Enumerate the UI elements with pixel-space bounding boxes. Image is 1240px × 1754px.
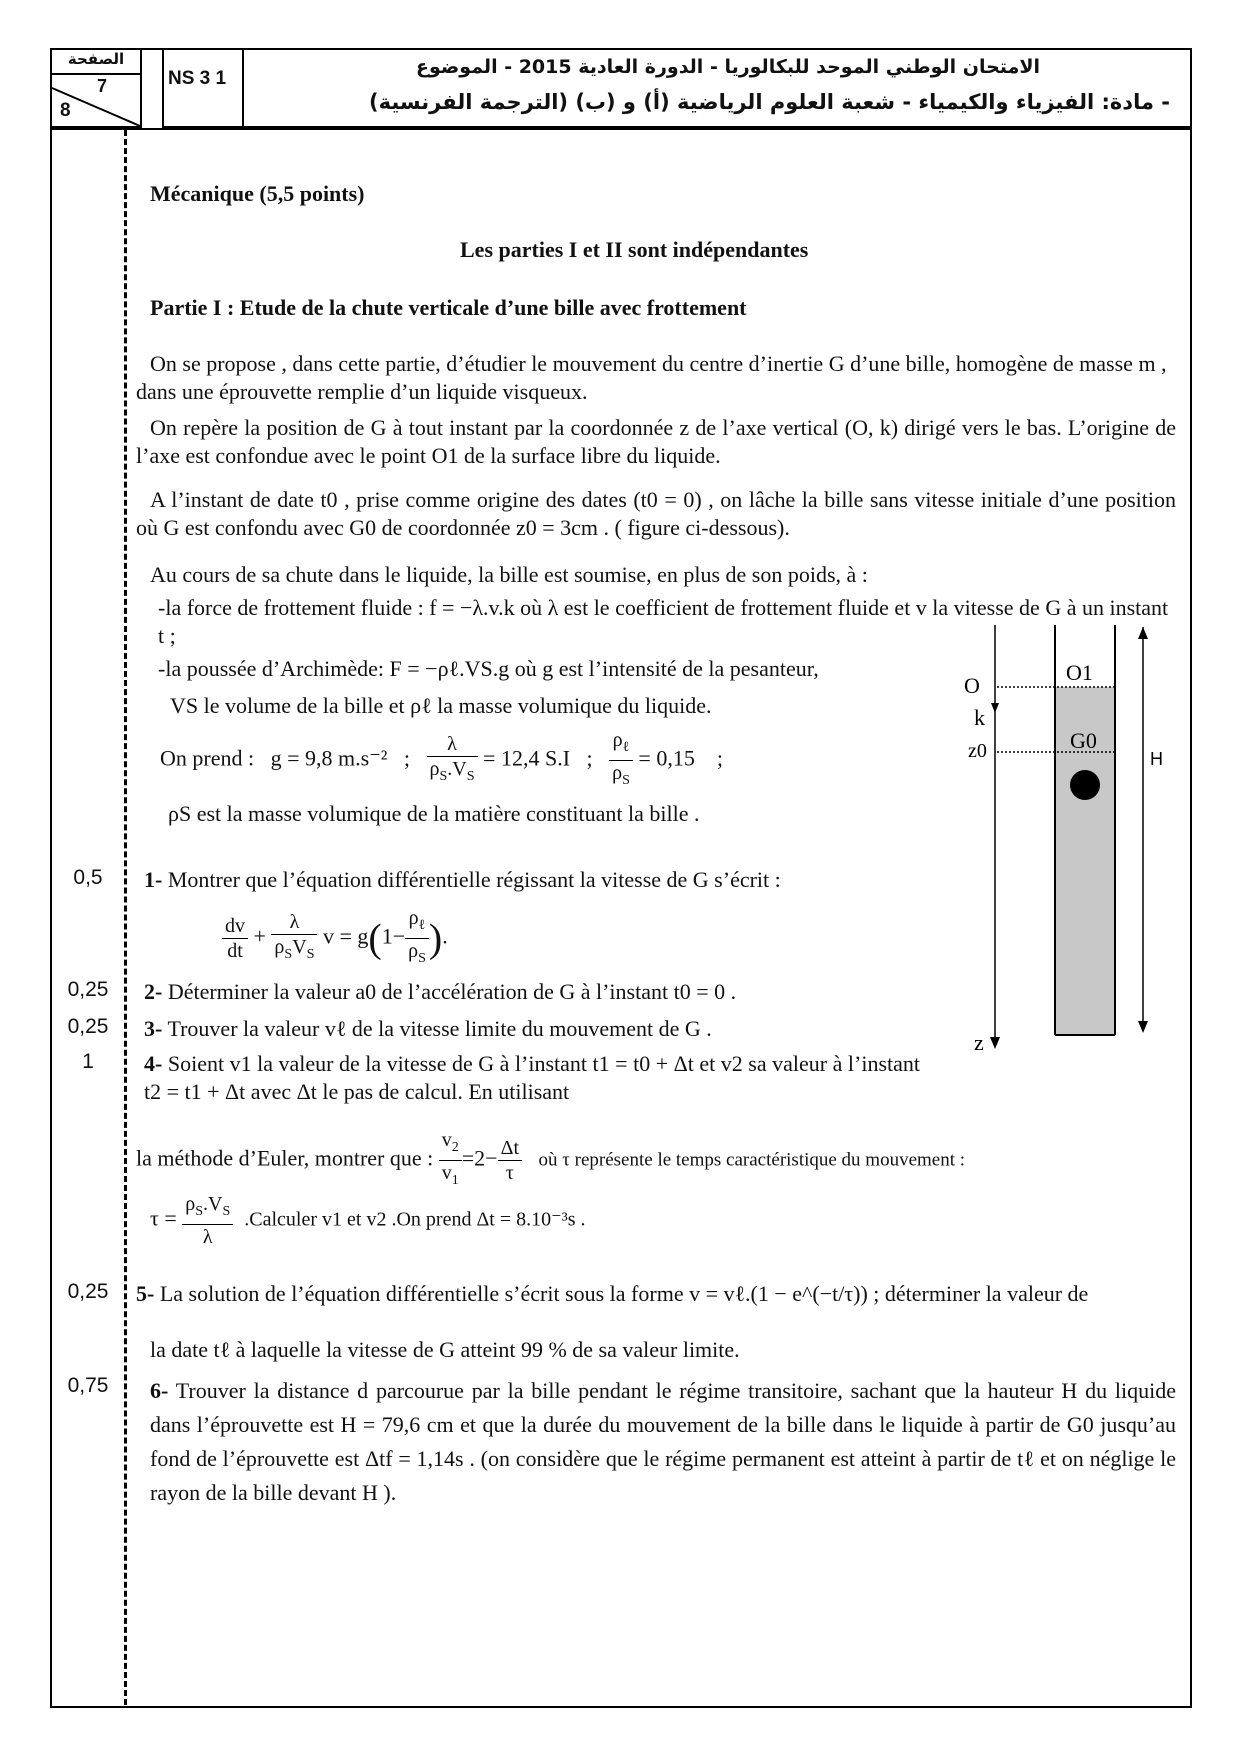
lambda-ratio-value: = 12,4 S.I	[483, 745, 571, 771]
points-q6: 0,75	[67, 1374, 109, 1397]
q4-tau-text: où τ représente le temps caractéristique du mouvement :	[538, 1149, 966, 1171]
label-z0: z0	[968, 740, 987, 762]
intro-paragraph-3	[136, 486, 1176, 542]
q4-euler-line: la méthode d’Euler, montrer que : $\frac{v_2}{v_1}$ =2− $\frac{\Delta t}{\tau}$ où τ représente le temps caractéristique du mouvement :	[136, 1129, 966, 1188]
q3-number: 3-	[144, 1016, 163, 1041]
figure-test-tube	[950, 625, 1190, 1065]
q3-text: Trouver la valeur vℓ de la vitesse limite du mouvement de G .	[167, 1016, 712, 1041]
q5-text: La solution de l’équation différentielle s’écrit sous la forme v = vℓ.(1 − e^(−t/τ)) ; déterminer la valeur de	[159, 1281, 1089, 1306]
intro-paragraph-1	[136, 350, 1176, 406]
q4-calc-text: .Calculer v1 et v2 .On prend Δt = 8.10⁻³s .	[244, 1208, 586, 1231]
points-q1: 0,5	[73, 866, 103, 889]
points-q3: 0,25	[67, 1015, 109, 1038]
exam-code: NS 3 1	[168, 68, 227, 89]
friction-force-text: -la force de frottement fluide : f = −λ.v.k où λ est le coefficient de frottement fluide et v la vitesse de G à un instant t ;	[158, 595, 1169, 648]
q5-number: 5-	[136, 1281, 155, 1306]
label-O1: O1	[1066, 660, 1093, 685]
exam-title-line1: الامتحان الوطني الموحد للبكالوريا - الدورة العادية 2015 - الموضوع	[416, 56, 1040, 78]
h-arrow-top	[1138, 627, 1148, 639]
intro-p1-text: On se propose , dans cette partie, d’étudier le mouvement du centre d’inertie G d’une bille, homogène de masse m , dans une éprouvette remplie d’un liquide visqueux.	[136, 351, 1167, 404]
g-value: g = 9,8 m.s⁻²	[270, 745, 388, 771]
q1-number: 1-	[144, 867, 163, 892]
q4-euler-text: la méthode d’Euler, montrer que :	[136, 1145, 434, 1171]
page-current: 7	[97, 76, 108, 96]
z-axis-arrowhead	[990, 1037, 1000, 1049]
k-arrowhead	[991, 703, 999, 713]
lambda-fraction: $\frac{\lambda}{\rho_S.V_S}$	[427, 732, 478, 789]
question-2	[144, 978, 736, 1006]
independence-note: Les parties I et II sont indépendantes	[460, 237, 809, 262]
archimedes-item-line1: -la poussée d’Archimède: F = −ρℓ.VS.g où g est l’intensité de la pesanteur,	[158, 656, 819, 681]
exam-code-box	[162, 48, 244, 128]
question-5	[136, 1280, 1088, 1308]
exam-title-box	[242, 48, 1192, 128]
points-q4: 1	[82, 1050, 94, 1073]
on-prend-label: On prend :	[160, 745, 255, 771]
part1-title: Partie I : Etude de la chute verticale d’une bille avec frottement	[150, 295, 747, 320]
q4-text: Soient v1 la valeur de la vitesse de G à l’instant t1 = t0 + Δt et v2 sa valeur à l’instant t2 = t1 + Δt avec Δt le pas de calcul. En utilisant	[144, 1051, 920, 1104]
section-title: Mécanique (5,5 points)	[150, 181, 365, 206]
q6-text: Trouver la distance d parcourue par la bille pendant le régime transitoire, sachant que la hauteur H du liquide dans l’éprouvette est H = 79,6 cm et que la durée du mouvement de la bille dans le liquide à partir de G0 jusqu’au fond de l’éprouvette est Δtf = 1,14s . (on considère que le régime permanent est atteint à partir de tℓ et on néglige le rayon de la bille devant H ).	[150, 1378, 1176, 1505]
points-q2: 0,25	[67, 978, 109, 1001]
page-number-box	[50, 48, 142, 128]
margin-dashed-line	[124, 130, 127, 1705]
label-k: k	[974, 705, 985, 730]
intro-p2-text: On repère la position de G à tout instant par la coordonnée z de l’axe vertical (O, k) dirigé vers le bas. L’origine de l’axe est confondue avec le point O1 de la surface libre du liquide.	[136, 415, 1176, 468]
h-arrow-bottom	[1138, 1021, 1148, 1033]
question-6	[150, 1374, 1176, 1510]
rho-fraction: $\frac{\rho_\ell}{\rho_S}$	[609, 728, 633, 793]
q4-number: 4-	[144, 1051, 163, 1076]
rho-ratio-value: = 0,15	[638, 745, 695, 771]
q2-number: 2-	[144, 979, 163, 1004]
q1-equation: $\frac{dv}{dt}$ + $\frac{\lambda}{\rho_SV_S}$ v = g(1− $\frac{\rho_\ell}{\rho_S}$ ).	[222, 906, 448, 970]
archimedes-item-line2: VS le volume de la bille et ρℓ la masse volumique du liquide.	[170, 693, 712, 718]
rho-s-definition: ρS est la masse volumique de la matière constituant la bille .	[168, 801, 700, 826]
constants-line: On prend : g = 9,8 m.s⁻² ; $\frac{\lambda}{\rho_S.V_S}$ = 12,4 S.I ; $\frac{\rho_\ell}{\rho_S}$ = 0,15 ;	[160, 728, 723, 792]
label-O: O	[964, 673, 980, 698]
label-z: z	[974, 1030, 984, 1055]
q1-text: Montrer que l’équation différentielle régissant la vitesse de G s’écrit :	[167, 867, 781, 892]
intro-p3-text: A l’instant de date t0 , prise comme origine des dates (t0 = 0) , on lâche la bille sans vitesse initiale d’une position où G est confondu avec G0 de coordonnée z0 = 3cm . ( figure ci-dessous).	[136, 487, 1176, 540]
question-3	[144, 1015, 712, 1043]
q5-line2: la date tℓ à laquelle la vitesse de G atteint 99 % de sa valeur limite.	[150, 1337, 740, 1362]
intro-paragraph-4: Au cours de sa chute dans le liquide, la bille est soumise, en plus de son poids, à :	[150, 562, 868, 587]
label-H: H	[1150, 749, 1163, 769]
ball	[1070, 770, 1100, 800]
question-4	[144, 1050, 920, 1106]
question-1	[144, 866, 781, 894]
q4-tau-line: τ = $\frac{\rho_S.V_S}{\lambda}$ .Calculer v1 et v2 .On prend Δt = 8.10⁻³s .	[150, 1193, 586, 1248]
label-G0: G0	[1070, 728, 1097, 753]
q2-text: Déterminer la valeur a0 de l’accélération de G à l’instant t0 = 0 .	[167, 979, 737, 1004]
points-q5: 0,25	[67, 1280, 109, 1303]
page-total: 8	[60, 100, 71, 121]
intro-paragraph-2	[136, 414, 1176, 470]
q6-number: 6-	[150, 1378, 169, 1403]
page-label: الصفحة	[67, 50, 125, 68]
exam-title-line2: - مادة: الفيزياء والكيمياء - شعبة العلوم الرياضية (أ) و (ب) (الترجمة الفرنسية)	[369, 90, 1170, 114]
header-divider	[50, 128, 1192, 130]
